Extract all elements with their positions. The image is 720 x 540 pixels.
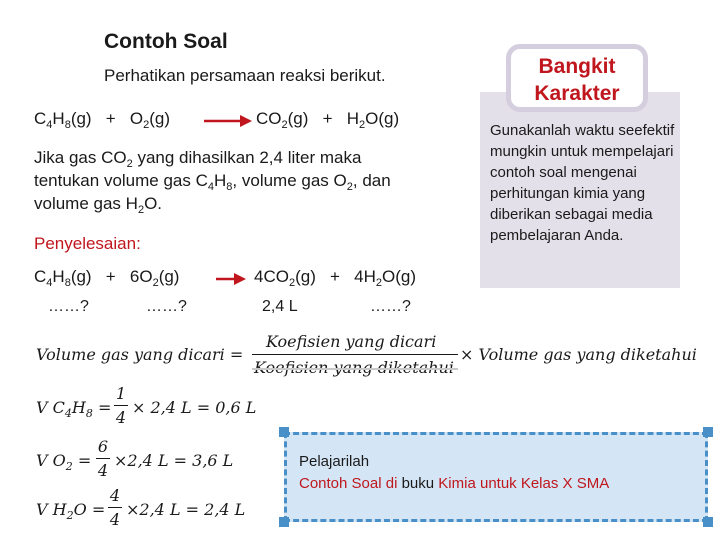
subscript: 2 xyxy=(66,509,74,522)
question-text xyxy=(34,146,464,215)
blank-c4h8: ……? xyxy=(48,298,89,315)
text: O. xyxy=(144,194,163,213)
formula-lhs: Volume gas yang dicari = xyxy=(36,345,244,364)
equals: = xyxy=(97,398,112,417)
text: C xyxy=(34,109,47,128)
calc-h2o-result: ×2,4 L = 2,4 L xyxy=(126,500,246,519)
equals: = xyxy=(91,500,106,519)
calc-c4h8-line xyxy=(114,405,128,406)
calc-c4h8-lhs xyxy=(36,398,112,420)
state: (g) xyxy=(158,267,180,286)
state: (g) xyxy=(70,267,92,286)
note-line-2 xyxy=(299,473,693,495)
calc-o2-result: ×2,4 L = 3,6 L xyxy=(114,451,234,470)
text: 4CO xyxy=(254,267,289,286)
subscript: 2 xyxy=(65,460,73,473)
text: CO xyxy=(256,109,282,128)
note-buku: buku xyxy=(401,475,435,492)
plus: + xyxy=(105,109,116,128)
equals: = xyxy=(77,451,92,470)
text: 6O xyxy=(129,267,153,286)
text: O xyxy=(73,500,87,519)
text: V H xyxy=(36,500,67,519)
subscript: 8 xyxy=(64,277,71,289)
badge-line-1: Bangkit xyxy=(538,55,616,78)
reaction-1-reactants xyxy=(34,109,170,129)
subscript: 2 xyxy=(346,181,353,193)
character-panel-text: Gunakanlah waktu seefektif mungkin untuk mempelajari contoh soal mengenai perhitungan kimia yang diberikan sebagai media pembelajaran Anda. xyxy=(490,122,675,244)
page-title: Contoh Soal xyxy=(104,30,228,53)
subscript: 8 xyxy=(64,119,71,131)
subscript: 8 xyxy=(226,181,233,193)
text: V C xyxy=(36,398,65,417)
text: 4H xyxy=(354,267,376,286)
calc-o2-line xyxy=(96,458,110,459)
text: C xyxy=(34,267,47,286)
reaction-arrow-2 xyxy=(216,271,246,287)
text: H xyxy=(52,267,65,286)
note-contoh-soal: Contoh Soal xyxy=(299,475,382,492)
note-corner-dot xyxy=(703,427,713,437)
calc-o2-den: 4 xyxy=(97,461,109,480)
calc-c4h8-den: 4 xyxy=(115,408,127,427)
subscript: 4 xyxy=(64,407,72,420)
text: yang dihasilkan 2,4 liter maka xyxy=(132,148,362,167)
state: (g) xyxy=(287,109,309,128)
calc-c4h8-num: 1 xyxy=(115,384,127,403)
note-book-title: Kimia untuk Kelas X SMA xyxy=(438,475,610,492)
subscript: 2 xyxy=(375,277,383,289)
text: O xyxy=(382,267,396,286)
subscript: 8 xyxy=(85,407,93,420)
text: , dan xyxy=(352,171,391,190)
state: (g) xyxy=(395,267,417,286)
subscript: 2 xyxy=(152,277,159,289)
text: O xyxy=(129,109,144,128)
subscript: 2 xyxy=(281,119,288,131)
text: H xyxy=(214,171,227,190)
plus: + xyxy=(322,109,333,128)
calc-h2o-den: 4 xyxy=(109,510,121,529)
plus: + xyxy=(330,267,340,286)
calc-h2o-num: 4 xyxy=(109,486,121,505)
note-line-1: Pelajarilah xyxy=(299,453,370,470)
formula-underline xyxy=(252,368,458,370)
text: , volume gas O xyxy=(232,171,347,190)
state: (g) xyxy=(149,109,171,128)
solution-label: Penyelesaian: xyxy=(34,234,141,253)
blank-h2o: ……? xyxy=(370,298,411,315)
note-corner-dot xyxy=(279,517,289,527)
intro-text: Perhatikan persamaan reaksi berikut. xyxy=(104,66,386,85)
subscript: 4 xyxy=(207,181,215,193)
subscript: 2 xyxy=(126,158,133,170)
subscript: 4 xyxy=(46,119,53,131)
state: (g) xyxy=(70,109,92,128)
formula-rhs: × Volume gas yang diketahui xyxy=(460,345,697,364)
subscript: 2 xyxy=(288,277,296,289)
blank-o2: ……? xyxy=(146,298,187,315)
text: H xyxy=(52,109,65,128)
note-corner-dot xyxy=(279,427,289,437)
subscript: 2 xyxy=(137,204,145,216)
subscript: 2 xyxy=(143,119,150,131)
note-di: di xyxy=(385,475,398,492)
value-co2: 2,4 L xyxy=(262,298,298,315)
calc-c4h8-result: × 2,4 L = 0,6 L xyxy=(132,398,257,417)
subscript: 4 xyxy=(46,277,53,289)
calc-o2-lhs xyxy=(36,451,92,473)
subscript: 2 xyxy=(358,119,366,131)
formula-numerator: Koefisien yang dicari xyxy=(266,332,437,351)
text: Jika gas CO xyxy=(34,148,127,167)
text: H xyxy=(71,398,86,417)
calc-h2o-lhs xyxy=(36,500,106,522)
formula-fraction-line xyxy=(252,354,458,355)
reaction-2-reactants xyxy=(34,267,179,287)
reaction-2-products xyxy=(254,267,416,287)
text: volume gas H xyxy=(34,194,138,213)
note-corner-dot xyxy=(703,517,713,527)
text: tentukan volume gas C xyxy=(34,171,208,190)
reaction-arrow-1 xyxy=(204,113,252,129)
text: H xyxy=(346,109,359,128)
study-note xyxy=(284,432,708,522)
calc-o2-num: 6 xyxy=(97,437,109,456)
character-badge xyxy=(506,44,648,112)
text: O xyxy=(365,109,379,128)
badge-line-2: Karakter xyxy=(534,82,620,105)
calc-h2o-line xyxy=(108,507,122,508)
state: (g) xyxy=(378,109,400,128)
reaction-1-products xyxy=(256,109,399,129)
text: V O xyxy=(36,451,66,470)
state: (g) xyxy=(295,267,316,286)
plus: + xyxy=(105,267,116,286)
